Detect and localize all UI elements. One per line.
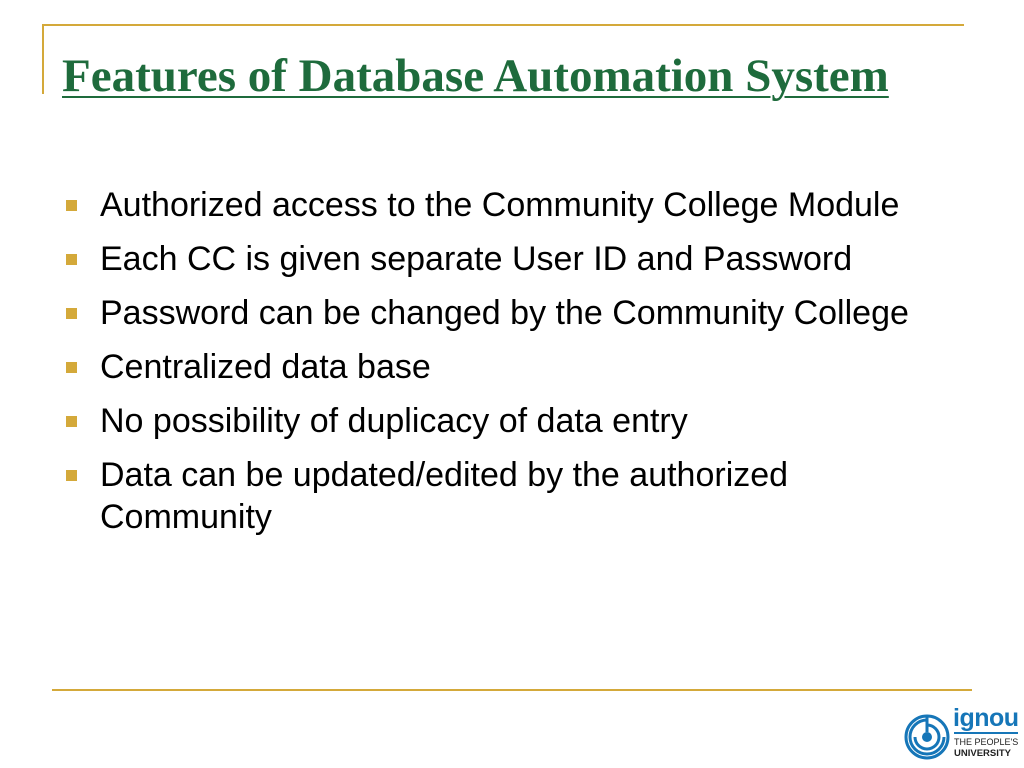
logo-underline — [954, 732, 1018, 734]
square-bullet-icon — [66, 308, 77, 319]
square-bullet-icon — [66, 200, 77, 211]
bottom-divider-line — [52, 689, 972, 691]
bullet-text: Password can be changed by the Community College — [100, 294, 909, 332]
logo-text — [953, 704, 1021, 764]
bullet-text: Data can be updated/edited by the authorized Community — [100, 456, 789, 536]
square-bullet-icon — [66, 254, 77, 265]
square-bullet-icon — [66, 362, 77, 373]
square-bullet-icon — [66, 470, 77, 481]
bullet-item — [62, 454, 942, 538]
bullet-text: Centralized data base — [100, 348, 431, 386]
ignou-emblem-icon — [904, 714, 950, 760]
logo-tagline-2: UNIVERSITY — [954, 748, 1012, 759]
logo-tagline-1: THE PEOPLE'S — [954, 737, 1019, 747]
square-bullet-icon — [66, 416, 77, 427]
bullet-item — [62, 292, 942, 334]
logo-name: ignou — [953, 704, 1019, 732]
top-border-line — [42, 24, 964, 26]
ignou-logo — [904, 704, 1020, 764]
bullet-text: Each CC is given separate User ID and Password — [100, 240, 853, 278]
bullet-item — [62, 184, 942, 226]
bullet-item — [62, 400, 942, 442]
left-border-line — [42, 24, 44, 94]
bullet-item — [62, 346, 942, 388]
bullet-text: No possibility of duplicacy of data entry — [100, 402, 688, 440]
slide-title: Features of Database Automation System — [62, 50, 889, 102]
bullet-list — [62, 184, 942, 550]
bullet-text: Authorized access to the Community College Module — [100, 186, 900, 224]
bullet-item — [62, 238, 942, 280]
